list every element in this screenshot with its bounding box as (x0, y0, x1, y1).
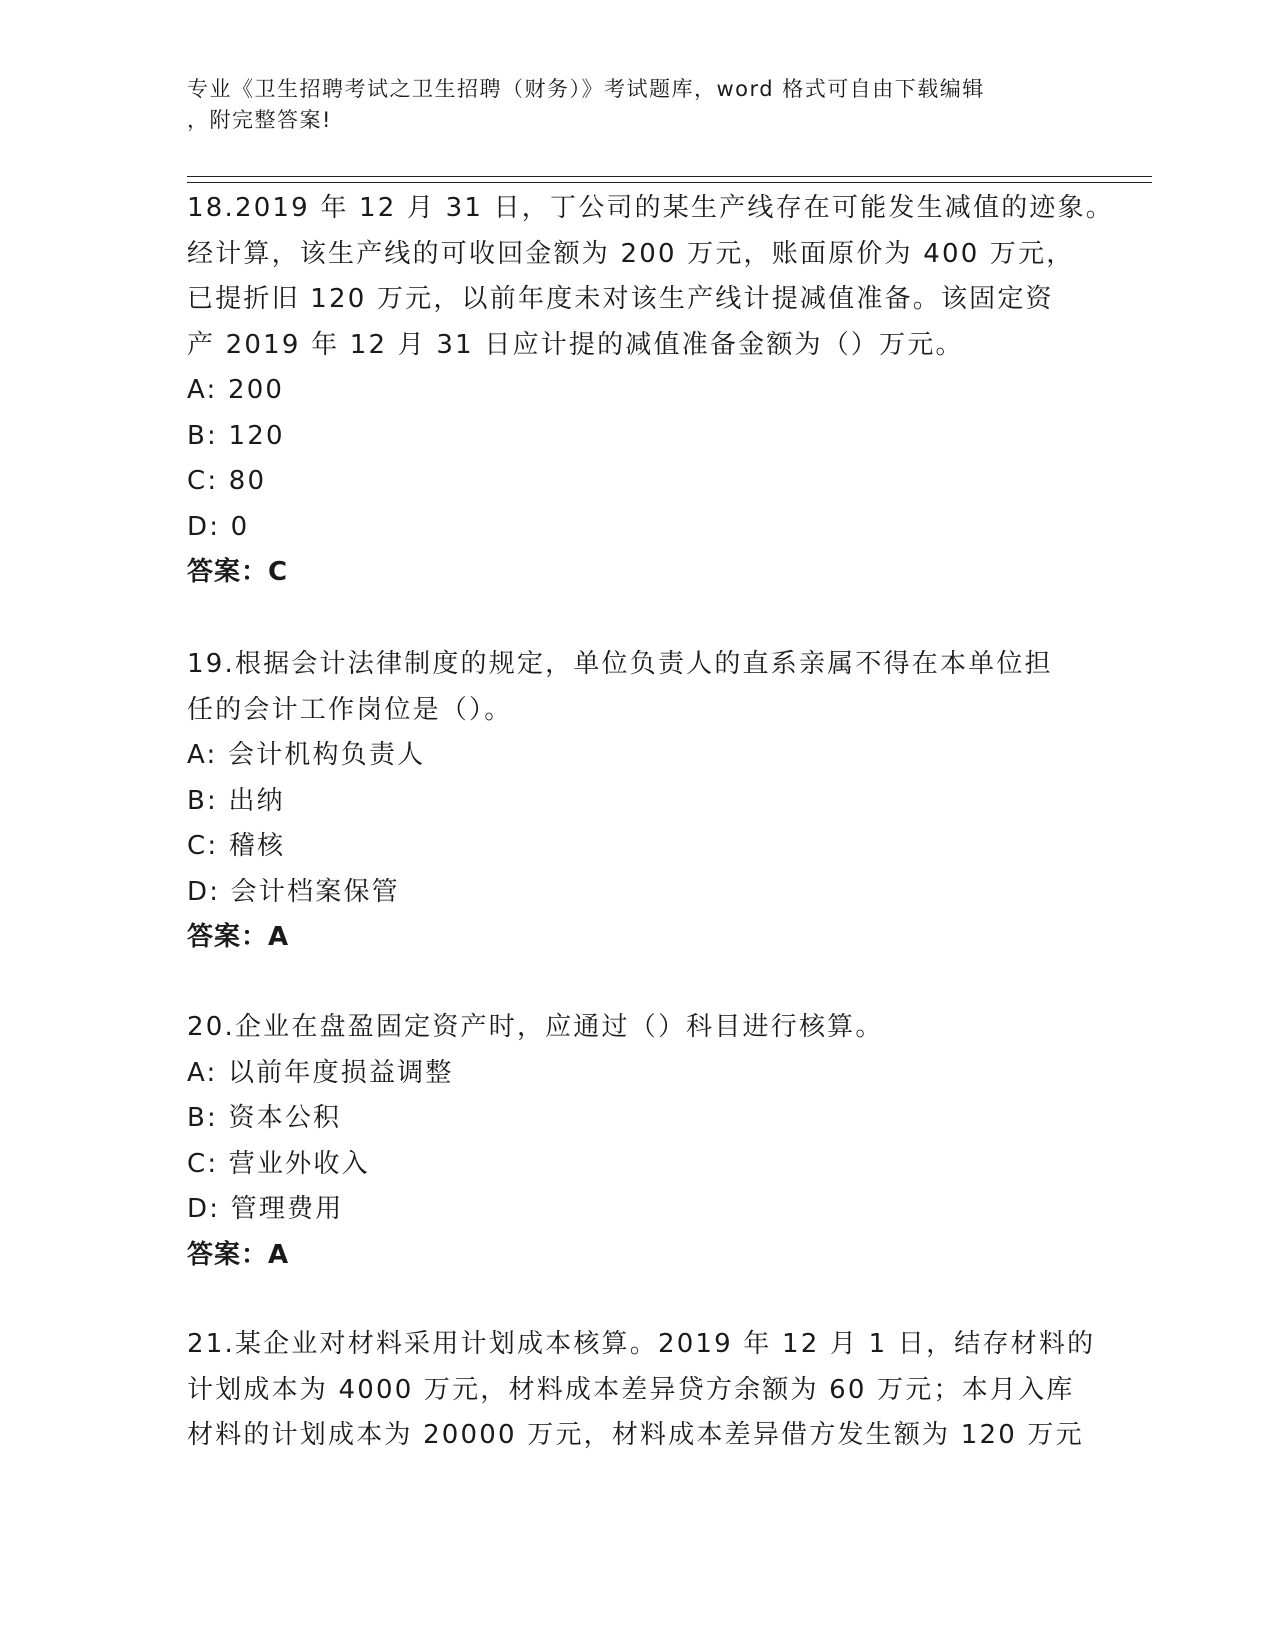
option-a: A: 会计机构负责人 (187, 740, 426, 770)
option-a: A: 200 (187, 375, 285, 405)
question-stem-line: 材料的计划成本为 20000 万元，材料成本差异借方发生额为 120 万元 (187, 1420, 1084, 1450)
answer: 答案：A (187, 1239, 290, 1270)
header-line-2: ，附完整答案! (187, 108, 332, 132)
header-line-1: 专业《卫生招聘考试之卫生招聘（财务）》考试题库，word 格式可自由下载编辑 (187, 77, 985, 101)
question-stem-line: 经计算，该生产线的可收回金额为 200 万元，账面原价为 400 万元， (187, 238, 1075, 269)
option-d: D: 会计档案保管 (187, 876, 400, 907)
document-header (187, 74, 1067, 136)
question-stem-line: 20.企业在盘盈固定资产时，应通过（）科目进行核算。 (187, 1012, 884, 1042)
answer: 答案：A (187, 922, 290, 952)
question-19 (187, 642, 1087, 961)
option-a: A: 以前年度损益调整 (187, 1057, 454, 1088)
option-b: B: 出纳 (187, 785, 285, 816)
header-divider-top (187, 176, 1152, 177)
question-stem-line: 21.某企业对材料采用计划成本核算。2019 年 12 月 1 日，结存材料的 (187, 1329, 1096, 1359)
question-stem-line: 18.2019 年 12 月 31 日，丁公司的某生产线存在可能发生减值的迹象。 (187, 193, 1115, 223)
option-c: C: 80 (187, 466, 267, 496)
question-stem-line: 19.根据会计法律制度的规定，单位负责人的直系亲属不得在本单位担 (187, 649, 1053, 679)
option-d: D: 0 (187, 511, 250, 542)
option-c: C: 营业外收入 (187, 1148, 370, 1179)
answer: 答案：C (187, 557, 289, 587)
option-b: B: 120 (187, 420, 285, 451)
question-21 (187, 1322, 1096, 1459)
question-stem-line: 已提折旧 120 万元，以前年度未对该生产线计提减值准备。该固定资 (187, 284, 1054, 314)
question-stem-line: 任的会计工作岗位是（）。 (187, 694, 513, 725)
option-b: B: 资本公积 (187, 1103, 342, 1133)
question-stem-line: 产 2019 年 12 月 31 日应计提的减值准备金额为（）万元。 (187, 329, 964, 360)
question-stem-line: 计划成本为 4000 万元，材料成本差异贷方余额为 60 万元；本月入库 (187, 1374, 1075, 1405)
header-divider-bottom (187, 182, 1152, 183)
option-c: C: 稽核 (187, 831, 286, 861)
question-20 (187, 1005, 1087, 1278)
question-18 (187, 186, 1115, 596)
option-d: D: 管理费用 (187, 1194, 344, 1224)
